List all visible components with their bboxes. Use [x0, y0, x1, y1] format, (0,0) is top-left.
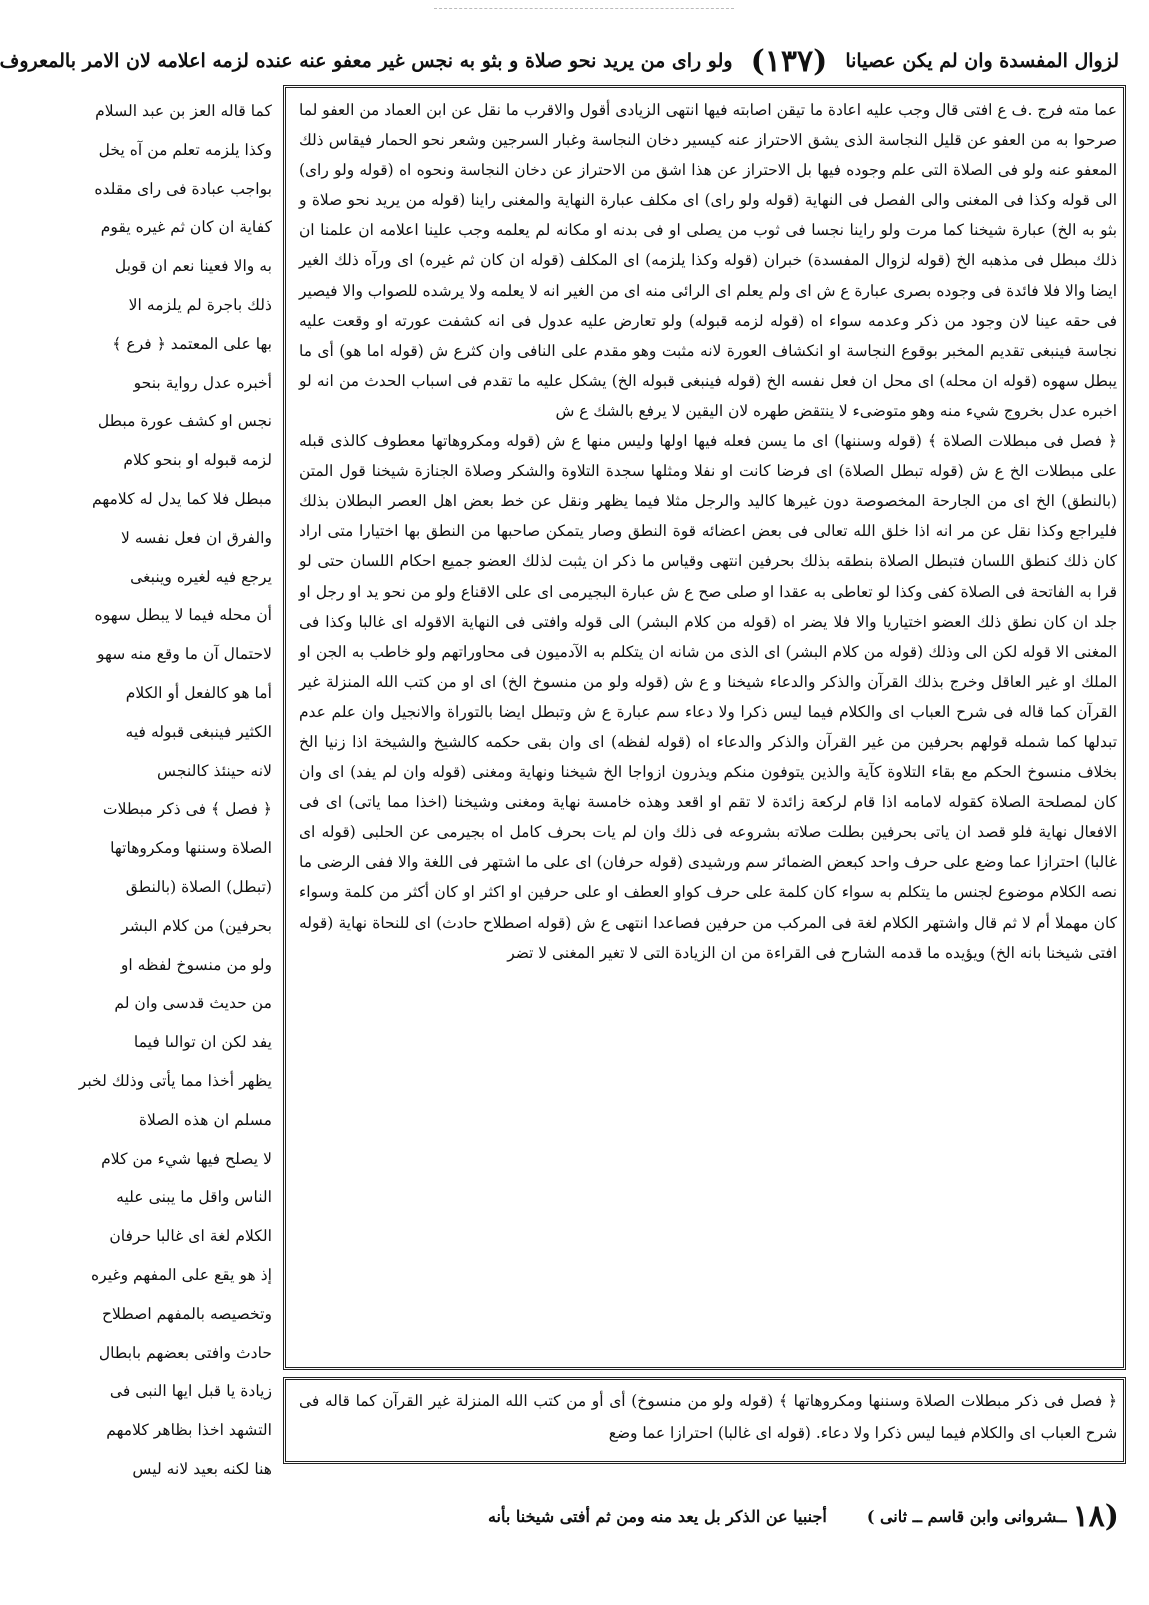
- matn-section-heading: ﴿ فصل ﴾ فى ذكر مبطلات: [102, 800, 272, 819]
- matn-line: حادث وافتى بعضهم بابطال: [98, 1343, 272, 1362]
- matn-line: هنا لكنه بعيد لانه ليس: [132, 1459, 272, 1478]
- lower-commentary-text: [299, 1385, 1117, 1455]
- matn-line: به والا فعينا نعم ان قوبل: [114, 257, 272, 276]
- matn-line: بحرفين) من كلام البشر: [121, 916, 272, 935]
- matn-column: [26, 92, 272, 1478]
- matn-line: كما قاله العز بن عبد السلام: [95, 102, 272, 120]
- matn-line: لانه حينئذ كالنجس: [156, 761, 272, 780]
- matn-line: إذ هو يقع على المفهم وغيره: [90, 1265, 272, 1284]
- top-rule: [434, 8, 734, 13]
- matn-line: يرجع فيه لغيره وينبغى: [130, 567, 272, 586]
- printer-signature: [867, 1499, 1119, 1534]
- matn-line: لا يصلح فيها شيء من كلام: [101, 1149, 272, 1168]
- matn-line: مسلم ان هذه الصلاة: [138, 1110, 272, 1129]
- matn-line: وتخصيصه بالمفهم اصطلاح: [101, 1304, 272, 1323]
- matn-line: الكلام لغة اى غالبا حرفان: [109, 1227, 272, 1246]
- matn-line: أما هو كالفعل أو الكلام: [125, 683, 272, 702]
- running-header: [0, 38, 1119, 84]
- commentary-paragraph: ﴿ فصل فى مبطلات الصلاة ﴾ (قوله وسننها) اى ما يسن فعله فيها اولها وليس منها ع ش (قوله ومكروهاتها معطوف كالذى قبله على مبطلات الخ ع ش (قوله تبطل الصلاة) اى فرضا كانت او نفلا ومثلها سجدة التلاوة والشكر وصلاة الجنازة شيخنا قول المتن (بالنطق) الخ اى من الجارحة المخصوصة دون غيرها كاليد والرجل مثلا فيما يظهر ونقل عن خط بعض اهل العصر البطلان بذلك فليراجع وكذا نقل عن مر انه اذا خلق الله تعالى فى بعض اعضائه قوة النطق وصار يتمكن صاحبها من النطق بها اختيارا متى اراد كان ذلك كنطق اللسان فتبطل الصلاة بنطقه بذلك بحرفين انتهى وقياس ما ذكر ان يثبت لذلك العضو جميع احكام اللسان حتى لو قرا به الفاتحة فى الصلاة كفى وكذا لو تعاطى به عقدا او صلى صح ع ش عبارة البجيرمى اى على الاقناع ولو من نحو يد او رجل او جلد ان كان نطق ذلك العضو اختياريا والا فلا يضر اه (قوله من كلام البشر) الى قوله وافتى فى النهاية الاقوله اى غالبا وكذا فى المغنى الا قوله لكن الى وذلك (قوله من كلام البشر) اى الذى من شانه ان يتكلم به الآدميون فى محاوراتهم ولو خاطب به الجن او الملك او غير العاقل وخرج بذلك القرآن والذكر والدعاء شيخنا و ع ش (قوله ولو من منسوخ الخ) اى او من كتب الله المنزلة غير القرآن كما قاله فى شرح العباب اى والكلام فيما ليس ذكرا ولا دعاء سم عبارة ع ش وتبطل ايضا بالتوراة والانجيل وان علم عدم تبدلها كما شمله قولهم بحرفين من غير القرآن والذكر والدعاء اه (قوله لفظه) اى وان بقى حكمه كالشيخ والشيخة اذا زنيا الخ بخلاف منسوخ الحكم مع بقاء التلاوة كآية والذين يتوفون منكم ويذرون ازواجا الخ شيخنا ونهاية ومغنى (قوله وان لم يفد) اى وان كان لمصلحة الصلاة كقوله لامامه اذا قام لركعة زائدة لا تقم او اقعد وهذه خامسة نهاية ومغنى وشيخنا (اخذا مما ياتى) اى فى الافعال نهاية فلو قصد ان ياتى بحرفين بطلت صلاته بشروعه فى ذلك وان لم يات بحرف كامل اه بجيرمى عن الحلبى (قوله اى غالبا) احترازا عما وضع على حرف واحد كبعض الضمائر سم ورشيدى (قوله حرفان) اى على ما اشتهر فى اللغة والا ففى الرضى ما نصه الكلام موضوع لجنس ما يتكلم به سواء كان كلمة على حرف كواو العطف او على حرفين او اكثر او كان أكثر من كلمة وسواء كان مهملا أم لا ثم قال واشتهر الكلام لغة فى المركب من حرفين فصاعدا انتهى ع ش (قوله اصطلاح حادث) اى للنحاة نهاية (قوله افتى شيخنا بانه الخ) ويؤيده ما قدمه الشارح فى القراءة من ان الزيادة التى لا تغير المغنى لا تضر: [299, 432, 1117, 962]
- matn-line: الصلاة وسننها ومكروهاتها: [110, 839, 272, 858]
- signature-text: ــشروانى وابن قاسم ــ ثانى ): [866, 1506, 1067, 1526]
- matn-line: ولو من منسوخ لفظه او: [120, 955, 272, 974]
- matn-line: (تبطل) الصلاة (بالنطق: [125, 877, 272, 896]
- matn-line: كفاية ان كان ثم غيره يقوم: [100, 218, 272, 237]
- matn-line: مبطل فلا كما يدل له كلامهم: [91, 489, 272, 508]
- header-left-text: لزوال المفسدة وان لم يكن عصيانا: [845, 50, 1119, 72]
- matn-line: أخبره عدل رواية بنحو: [133, 373, 272, 392]
- matn-line: يفد لكن ان توالىا فيما: [133, 1033, 272, 1052]
- header-right-text: ولو راى من يريد نحو صلاة و بثو به نجس غير معفو عنه عنده لزمه اعلامه لان الامر بالمعروف: [0, 50, 733, 72]
- matn-line: لاحتمال آن ما وقع منه سهو: [96, 645, 272, 664]
- matn-line: من حديث قدسى وان لم: [114, 994, 272, 1013]
- matn-line: التشهد اخذا بظاهر كلامهم: [106, 1421, 272, 1440]
- matn-line: ذلك باجرة لم يلزمه الا: [128, 295, 272, 314]
- matn-line: أن محله فيما لا يبطل سهوه: [94, 606, 272, 625]
- catchword: أجنبيا عن الذكر بل يعد منه ومن ثم أفتى شيخنا بأنه: [487, 1506, 827, 1526]
- lower-commentary-paragraph: ﴿ فصل فى ذكر مبطلات الصلاة وسننها ومكروهاتها ﴾ (قوله ولو من منسوخ) أى أو من كتب الله المنزلة غير القرآن كما قاله فى شرح العباب اى والكلام فيما ليس ذكرا ولا دعاء. (قوله اى غالبا) احترازا عما وضع: [299, 1392, 1117, 1442]
- commentary-text: [299, 95, 1117, 1357]
- matn-line: والفرق ان فعل نفسه لا: [121, 528, 272, 547]
- matn-line: الناس واقل ما يبنى عليه: [116, 1188, 272, 1207]
- matn-line: نجس او كشف عورة مبطل: [97, 412, 272, 431]
- matn-line: الكثير فينبغى قبوله فيه: [125, 722, 272, 741]
- matn-line: بواجب عبادة فى راى مقلده: [94, 179, 272, 198]
- matn-line: زيادة يا قبل ايها النبى فى: [109, 1382, 272, 1401]
- signature-number: (١٨: [1072, 1498, 1119, 1534]
- matn-line: بها على المعتمد ﴿ فرع ﴾: [112, 334, 272, 353]
- commentary-paragraph: عما مته فرج .ف ع افتى قال وجب عليه اعادة ما تيقن اصابته فيها انتهى الزيادى أقول والاقرب ما نقل عن ابن العماد من العفو لما صرحوا به من العفو عن قليل النجاسة الذى يشق الاحتراز عنه كيسير دخان النجاسة وغبار السرجين وشعر نحو الحمار فيقاس ذلك المعفو عنه ولو فى الصلاة التى علم وجوده فيها بل الاحتراز عن هذا اشق من الاحتراز عن دخان النجاسة ونحوه اه (قوله ولو راى) الى قوله وكذا فى المغنى والى الفصل فى النهاية (قوله ولو راى) اى مكلف عبارة النهاية والمغنى راينا (قوله من يريد نحو صلاة و بثو به الخ) عبارة شيخنا كما مرت ولو راينا نجسا فى ثوب من يصلى او فى بدنه او مكانه لم يعلمه وجب علينا اعلامه ان علمنا ان ذلك مبطل فى مذهبه الخ (قوله لزوال المفسدة) خبران (قوله وكذا يلزمه) اى المكلف (قوله ان كان ثم غيره) اى ورآه ذلك الغير ايضا والا فلا فائدة فى وجوده بصرى عبارة ع ش اى ولم يعلم اى الرائى منه اى من الغير انه لا يعلمه ولا يرشده للصواب والا فيصير فى حقه عينا لان وجود من ذكر وعدمه سواء اه (قوله لزمه قبوله) ولو تعارض عليه عدول فى انه كشفت عورته او وقعت عليه نجاسة فينبغى تقديم المخبر بوقوع النجاسة او انكشاف العورة لانه مثبت وهو مقدم على النافى وان كثرع ش (قوله اما هو) أى ما يبطل سهوه (قوله ان محله) اى محل ان فعل نفسه الخ (قوله فينبغى قبوله الخ) يشكل عليه ما تقدم فى اسباب الحدث من انه لو اخبره عدل بخروج شيء منه وهو متوضىء لا ينتقض طهره لان اليقين لا يرفع بالشك ع ش: [299, 101, 1117, 420]
- matn-line: يظهر أخذا مما يأتى وذلك لخبر: [78, 1071, 272, 1090]
- matn-line: لزمه قبوله او بنحو كلام: [123, 451, 272, 470]
- page-number: (١٣٧): [750, 43, 828, 79]
- footer: [44, 1496, 1119, 1536]
- matn-line: وكذا يلزمه تعلم من آه يخل: [98, 140, 272, 159]
